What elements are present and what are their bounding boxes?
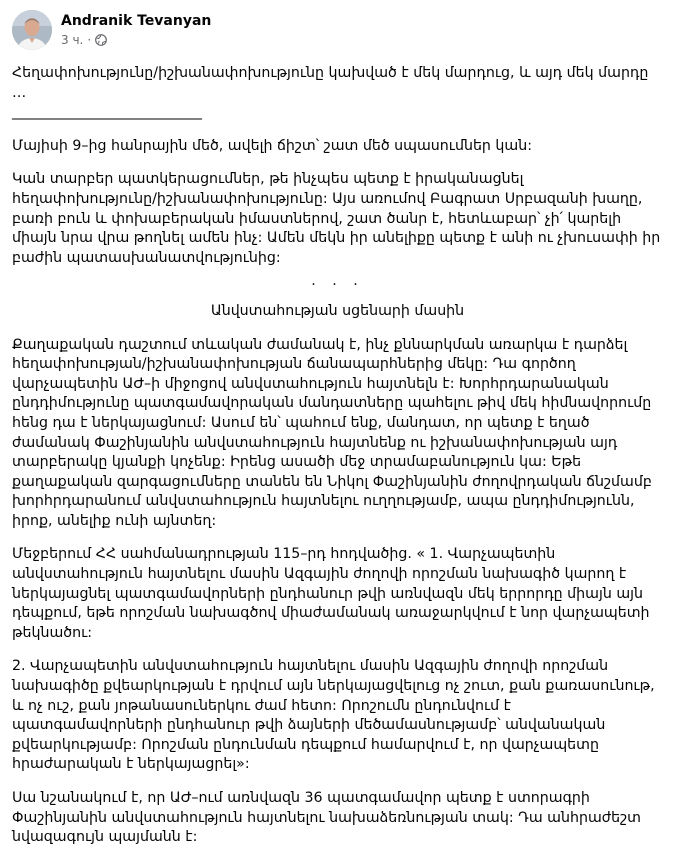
post-timestamp[interactable]: 3 ч.: [61, 33, 84, 47]
meta-separator: ·: [87, 33, 92, 47]
post-body: [12, 64, 663, 848]
section-dots: · · ·: [311, 277, 364, 294]
globe-icon: [95, 34, 107, 46]
divider-rule: _______________________________: [12, 104, 201, 121]
post-header: [12, 8, 663, 52]
post-paragraph: Սա նշանակում է, որ ԱԺ–ում առնվազն 36 պատգամավոր պետք է ստորագրի Փաշինյանին անվստահություն հայտնելու նախաձեռնության տակ: Դա անհրաժեշտ նվազագույն պայմանն է:: [12, 790, 641, 846]
section-title: Անվստահության սցենարի մասին: [210, 302, 465, 319]
author-avatar[interactable]: [12, 10, 52, 50]
post-paragraph: Քաղաքական դաշտում տևական ժամանակ է, ինչ քննարկման առարկա է դարձել հեղափոխության/իշխանափոխության ճանապարհներից մեկը: Դա գործող վարչապետին ԱԺ–ի միջոցով անվստահություն հայտնելն է: Խորհրդարանական ընդդիմությունը պատգամավորական մանդատները պահելու թիվ մեկ հիմնավորումը հենց դա է ներկայացնում: Ասում են՝ պահում ենք, մանդատ, որ պետք է եղած ժամանակ Փաշինյանին անվստահություն հայտնենք ու իշխանափոխության այդ տարբերակը կյանքի կոչենք: Իրենց ասածի մեջ տրամաբանություն կա: Եթե քաղաքական զարգացումները տանեն են Նիկոլ Փաշինյանին ժողովրդական ճնշմամբ խորհրդարանում անվստահություն հայտնելու ուղղությամբ, ապա ընդդիմությունն, իրոք, անելիք ունի այնտեղ:: [12, 336, 652, 529]
author-name[interactable]: Andranik Tevanyan: [61, 13, 212, 29]
post-paragraph: Մեջբերում ՀՀ սահմանադրության 115–րդ հոդվածից. « 1. Վարչապետին անվստահություն հայտնելու մասին Ազգային ժողովի որոշման նախագիծ կարող է ներկայացնել պատգամավորների ընդհանուր թվի առնվազն մեկ երրորդը միայն այն դեպքում, եթե որոշման նախագծով միաժամանակ առաջարկվում է նոր վարչապետի թեկնածու:: [12, 546, 650, 641]
post-paragraph: Կան տարբեր պատկերացումներ, թե ինչպես պետք է իրականացնել հեղափոխությունը/իշխանափոխությունը: Այս առումով Բագրատ Սրբազանի խաղը, բառի բուն և փոխաբերական իմաստներով, շատ ծանր է, հետևաբար՝ չի՛ կարելի միայն նրա վրա թողնել ամեն ինչ: Ամեն մեկն իր անելիքը պետք է անի ու չխուսափի իր բաժին պատասխանատվությունից:: [12, 171, 661, 266]
post-meta: [61, 12, 211, 48]
post-headline: Հեղափոխությունը/իշխանափոխությունը կախված է մեկ մարդուց, և այդ մեկ մարդը …: [12, 65, 649, 101]
post-paragraph: 2. Վարչապետին անվստահություն հայտնելու մասին Ազգային ժողովի որոշման նախագիծը քվեարկության է դրվում այն ներկայացվելուց ոչ շուտ, քան քառասունութ, և ոչ ուշ, քան յոթանասուներկու ժամ հետո: Որոշումն ընդունվում է պատգամավորների ընդհանուր թվի ձայների մեծամասնությամբ՝ անվանական քվեարկությամբ: Որոշման ընդունման դեպքում համարվում է, որ վարչապետը հրաժարական է ներկայացրել»:: [12, 658, 655, 773]
post-paragraph: Մայիսի 9–ից հանրային մեծ, ավելի ճիշտ՝ շատ մեծ սպասումներ կան:: [12, 137, 533, 154]
post-subline: [61, 32, 211, 48]
